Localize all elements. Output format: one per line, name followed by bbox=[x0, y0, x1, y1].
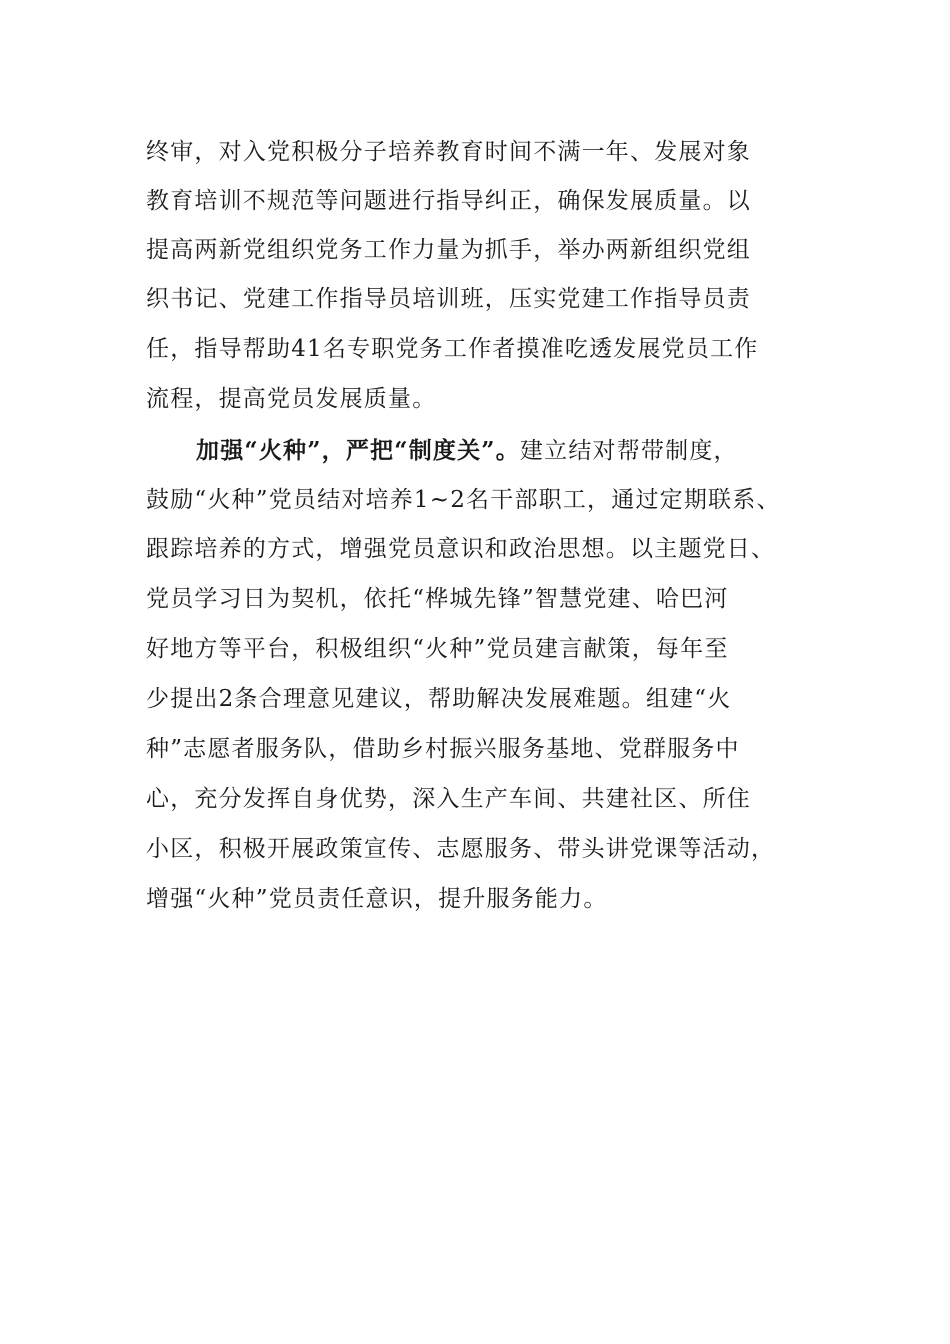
paragraph-2-line-9: 小区，积极开展政策宣传、志愿服务、带头讲党课等活动， bbox=[146, 836, 776, 862]
paragraph-1-line-1: 终审，对入党积极分子培养教育时间不满一年、发展对象 bbox=[146, 139, 751, 165]
paragraph-2-first-line-text: 建立结对帮带制度， bbox=[519, 438, 738, 464]
paragraph-2-first-line bbox=[196, 436, 738, 466]
paragraph-1-line-4: 织书记、党建工作指导员培训班，压实党建工作指导员责 bbox=[146, 286, 751, 312]
paragraph-2-line-7: 种”志愿者服务队，借助乡村振兴服务基地、党群服务中 bbox=[146, 736, 740, 762]
paragraph-2-line-2: 鼓励“火种”党员结对培养1~2名干部职工，通过定期联系、 bbox=[146, 487, 781, 513]
paragraph-1-line-3: 提高两新党组织党务工作力量为抓手，举办两新组织党组 bbox=[146, 237, 751, 263]
paragraph-2-line-6: 少提出2条合理意见建议，帮助解决发展难题。组建“火 bbox=[146, 686, 732, 712]
paragraph-2-heading: 加强“火种”，严把“制度关”。 bbox=[196, 437, 520, 464]
paragraph-2-line-8: 心，充分发挥自身优势，深入生产车间、共建社区、所住 bbox=[146, 786, 751, 812]
paragraph-2-line-3: 跟踪培养的方式，增强党员意识和政治思想。以主题党日、 bbox=[146, 536, 776, 562]
paragraph-2-line-4: 党员学习日为契机，依托“桦城先锋”智慧党建、哈巴河 bbox=[146, 586, 729, 612]
paragraph-2-line-5: 好地方等平台，积极组织“火种”党员建言献策，每年至 bbox=[146, 636, 729, 662]
paragraph-1-line-6: 流程，提高党员发展质量。 bbox=[146, 386, 437, 412]
paragraph-2-line-10: 增强“火种”党员责任意识，提升服务能力。 bbox=[146, 886, 608, 912]
paragraph-1-line-5: 任，指导帮助41名专职党务工作者摸准吃透发展党员工作 bbox=[146, 336, 759, 362]
paragraph-1-line-2: 教育培训不规范等问题进行指导纠正，确保发展质量。以 bbox=[146, 188, 751, 214]
